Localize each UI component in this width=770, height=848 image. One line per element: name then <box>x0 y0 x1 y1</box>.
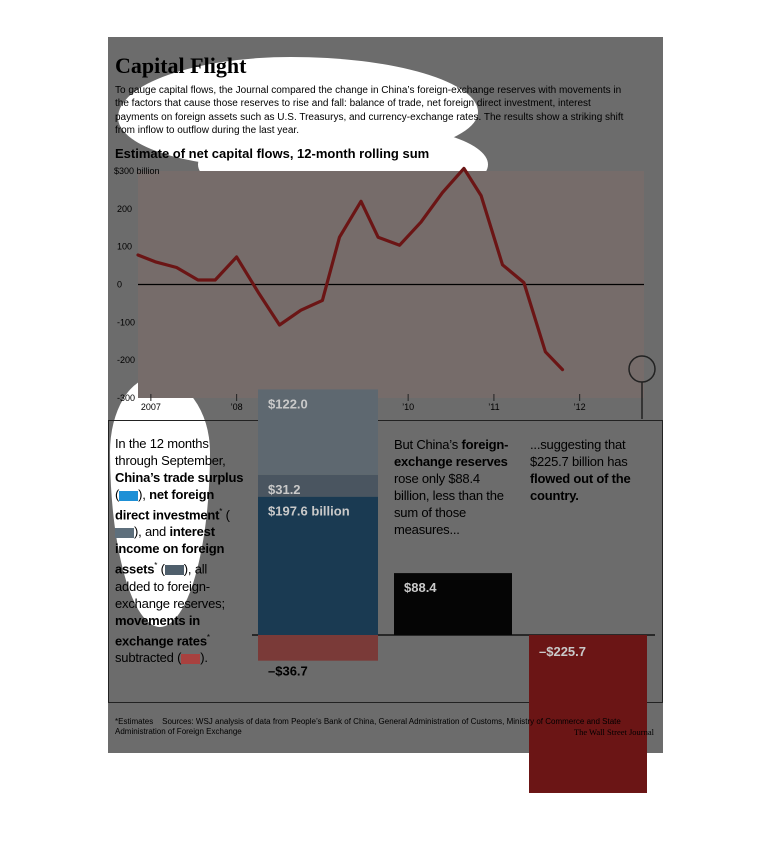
intro-text: To gauge capital flows, the Journal compared the change in China’s foreign-exchange reserves with movements in the factors that cause those reserves to rise and fall: balance of trade, net foreign direct investment, interest payments on foreign assets such as U.S. Treasurys, and currency-exchange rates. The results show a striking shift from inflow to outflow during the last year. <box>115 85 624 137</box>
y-unit-label: $300 billion <box>114 166 160 176</box>
y-tick-label: -200 <box>117 355 136 366</box>
footnote <box>115 717 645 737</box>
page-title: Capital Flight <box>115 53 247 78</box>
middle-text-1: But China’s <box>394 437 459 452</box>
left-star-1: * <box>219 507 223 516</box>
bar <box>258 635 378 661</box>
y-tick-label: -300 <box>117 393 136 403</box>
x-tick-label: ’12 <box>573 402 586 412</box>
left-text-3: ), <box>138 487 146 502</box>
x-tick-label: 2007 <box>140 402 161 412</box>
left-text-6: ( <box>160 561 165 577</box>
left-text-9: ). <box>200 649 208 665</box>
left-bold-fx: movements in exchange rates <box>115 612 207 648</box>
left-bold-interest: interest income on foreign assets <box>115 524 225 577</box>
left-text-2: ( <box>115 487 120 502</box>
left-star-3: * <box>206 632 210 642</box>
left-text-1: In the 12 months through September, <box>115 436 226 468</box>
y-tick-label: 200 <box>117 203 133 214</box>
y-tick-label: 0 <box>117 279 123 290</box>
footnote-note: *Estimates <box>115 717 154 726</box>
left-text-4: ( <box>222 507 230 523</box>
y-tick-label: -100 <box>117 317 136 328</box>
chart-subtitle: Estimate of net capital flows, 12-month rolling sum <box>115 146 430 161</box>
bar-data-label: –$225.7 <box>539 644 586 659</box>
bar-data-label: –$36.7 <box>268 663 308 679</box>
y-tick-label: 100 <box>117 241 133 252</box>
x-tick-label: ’11 <box>488 402 500 412</box>
right-text-1: ...suggesting that $225.7 billion has <box>530 437 628 469</box>
footnote-sources: Sources: WSJ analysis of data from People’s Bank of China, General Administration of Customs, Ministry of Commerce and State Administration of Foreign Exchange <box>115 717 621 736</box>
middle-bold-reserves: foreign-exchange reserves <box>394 437 509 469</box>
left-text-5: ), and <box>134 524 167 540</box>
bar-data-label: $88.4 <box>404 580 437 596</box>
middle-text-2: rose only $88.4 billion, less than the sum of those measures... <box>394 471 504 537</box>
bar-data-label: $197.6 billion <box>268 503 350 519</box>
left-star-2: * <box>154 561 158 571</box>
line-chart <box>108 157 663 419</box>
x-tick-label: ’08 <box>230 402 243 412</box>
brand-logo: The Wall Street Journal <box>573 727 654 737</box>
left-bold-fdi: net foreign direct investment <box>115 487 220 523</box>
bar-data-label: $122.0 <box>268 396 308 412</box>
left-text-8: subtracted ( <box>115 649 182 665</box>
left-text-7: ), all added to foreign-exchange reserves; <box>115 561 225 611</box>
right-bold-outflow: flowed out of the country. <box>530 471 631 503</box>
infographic-card <box>108 37 663 753</box>
x-tick-label: ’10 <box>402 402 415 412</box>
bar-data-label: $31.2 <box>268 481 301 497</box>
left-bold-trade: China’s trade surplus <box>115 470 244 485</box>
